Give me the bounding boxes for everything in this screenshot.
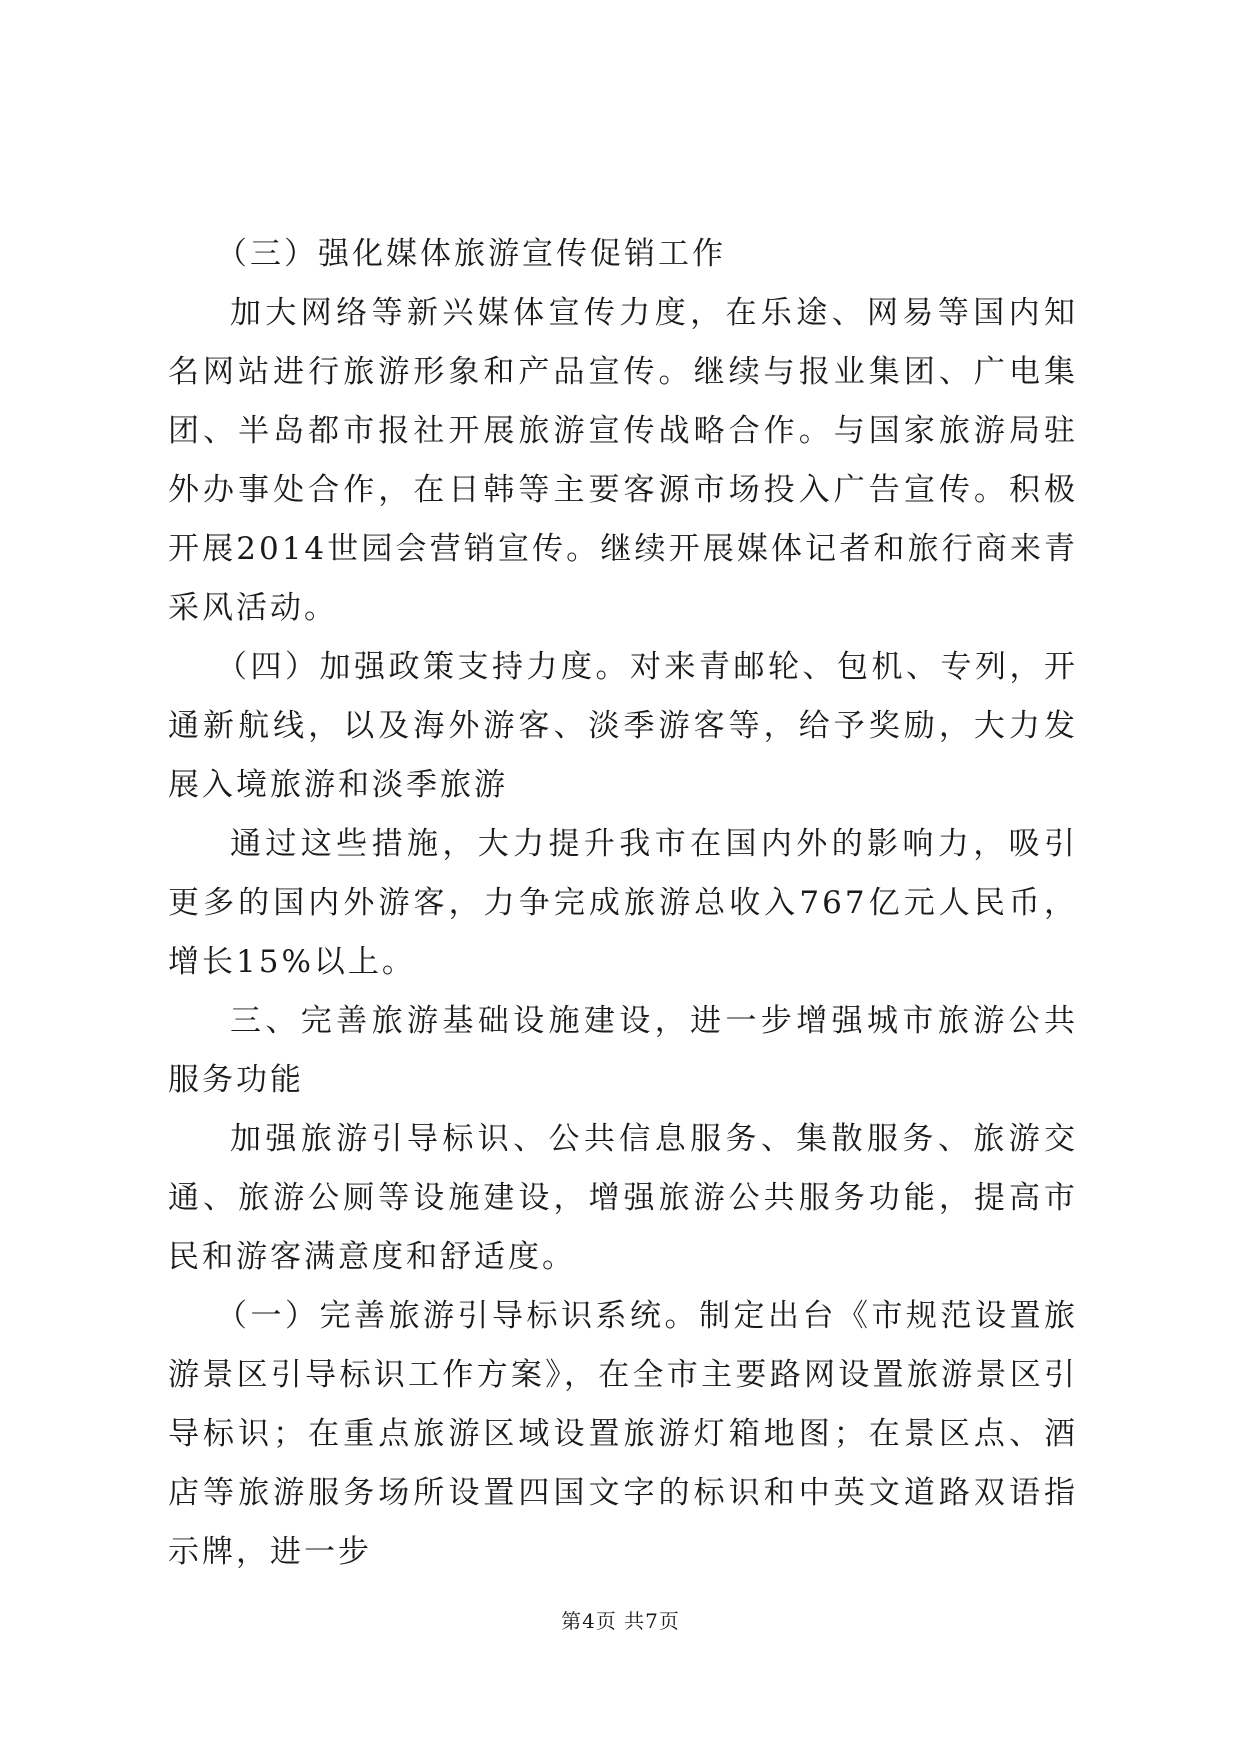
section-heading-three: 三、完善旅游基础设施建设，进一步增强城市旅游公共服务功能 (168, 1003, 1078, 1098)
section-heading-3: （三）强化媒体旅游宣传促销工作 (216, 236, 726, 272)
body-text (168, 225, 1078, 1582)
paragraph-policy-support: （四）加强政策支持力度。对来青邮轮、包机、专列，开通新航线，以及海外游客、淡季游客等，给予奖励，大力发展入境旅游和淡季旅游 (168, 649, 1078, 803)
paragraph-infrastructure: 加强旅游引导标识、公共信息服务、集散服务、旅游交通、旅游公厕等设施建设，增强旅游公共服务功能，提高市民和游客满意度和舒适度。 (168, 1121, 1078, 1275)
paragraph-media-promotion: 加大网络等新兴媒体宣传力度，在乐途、网易等国内知名网站进行旅游形象和产品宣传。继续与报业集团、广电集团、半岛都市报社开展旅游宣传战略合作。与国家旅游局驻外办事处合作，在日韩等主要客源市场投入广告宣传。积极开展2014世园会营销宣传。继续开展媒体记者和旅行商来青采风活动。 (168, 295, 1078, 626)
paragraph-signage-system: （一）完善旅游引导标识系统。制定出台《市规范设置旅游景区引导标识工作方案》，在全市主要路网设置旅游景区引导标识；在重点旅游区域设置旅游灯箱地图；在景区点、酒店等旅游服务场所设置四国文字的标识和中英文道路双语指示牌，进一步 (168, 1298, 1078, 1570)
page-number-footer: 第4页 共7页 (561, 1609, 680, 1633)
paragraph-measures: 通过这些措施，大力提升我市在国内外的影响力，吸引更多的国内外游客，力争完成旅游总收入767亿元人民币，增长15%以上。 (168, 826, 1078, 980)
